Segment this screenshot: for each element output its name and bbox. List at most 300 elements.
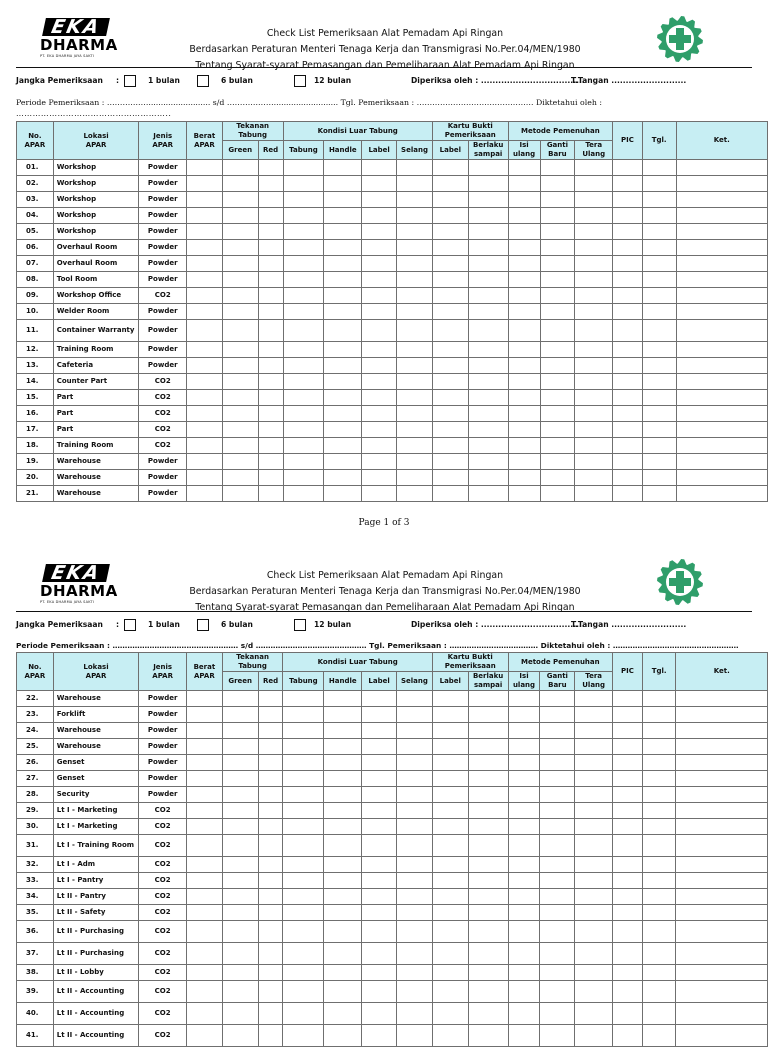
cell-input[interactable] — [397, 358, 433, 374]
cell-input[interactable] — [222, 422, 258, 438]
cell-input[interactable] — [642, 857, 676, 873]
cell-input[interactable] — [396, 1003, 432, 1025]
cell-input[interactable] — [575, 160, 613, 176]
cell-input[interactable] — [258, 208, 283, 224]
cell-input[interactable] — [432, 192, 468, 208]
cell-input[interactable] — [258, 755, 283, 771]
cell-input[interactable] — [468, 921, 508, 943]
cell-input[interactable] — [508, 160, 540, 176]
cell-input[interactable] — [283, 803, 324, 819]
cell-input[interactable] — [432, 176, 468, 192]
cell-input[interactable] — [540, 905, 575, 921]
cell-input[interactable] — [397, 288, 433, 304]
cell-input[interactable] — [613, 192, 643, 208]
cell-input[interactable] — [186, 1025, 222, 1047]
cell-input[interactable] — [575, 422, 613, 438]
cell-input[interactable] — [676, 921, 768, 943]
cell-input[interactable] — [540, 889, 575, 905]
cell-input[interactable] — [222, 857, 258, 873]
cell-input[interactable] — [324, 771, 362, 787]
cell-input[interactable] — [187, 358, 223, 374]
cell-input[interactable] — [258, 342, 283, 358]
cell-input[interactable] — [362, 921, 397, 943]
cell-input[interactable] — [186, 787, 222, 803]
cell-input[interactable] — [324, 224, 362, 240]
cell-input[interactable] — [676, 787, 768, 803]
cell-input[interactable] — [362, 342, 397, 358]
cell-input[interactable] — [397, 374, 433, 390]
cell-input[interactable] — [468, 1025, 508, 1047]
cell-input[interactable] — [187, 486, 223, 502]
cell-input[interactable] — [362, 981, 397, 1003]
cell-input[interactable] — [613, 422, 643, 438]
cell-input[interactable] — [613, 406, 643, 422]
cell-input[interactable] — [258, 256, 283, 272]
cell-input[interactable] — [283, 208, 324, 224]
cell-input[interactable] — [222, 803, 258, 819]
cell-input[interactable] — [676, 288, 768, 304]
cell-input[interactable] — [362, 192, 397, 208]
cell-input[interactable] — [324, 422, 362, 438]
cell-input[interactable] — [468, 803, 508, 819]
cell-input[interactable] — [642, 208, 676, 224]
cell-input[interactable] — [362, 889, 397, 905]
cell-input[interactable] — [468, 224, 508, 240]
cell-input[interactable] — [362, 755, 397, 771]
cell-input[interactable] — [613, 921, 643, 943]
cell-input[interactable] — [396, 819, 432, 835]
cell-input[interactable] — [258, 691, 283, 707]
cell-input[interactable] — [222, 905, 258, 921]
cell-input[interactable] — [222, 739, 258, 755]
cell-input[interactable] — [432, 921, 468, 943]
cell-input[interactable] — [362, 240, 397, 256]
cell-input[interactable] — [258, 787, 283, 803]
cell-input[interactable] — [222, 707, 258, 723]
cell-input[interactable] — [540, 406, 575, 422]
cell-input[interactable] — [642, 723, 676, 739]
cell-input[interactable] — [324, 390, 362, 406]
cell-input[interactable] — [613, 374, 643, 390]
cell-input[interactable] — [396, 981, 432, 1003]
cell-input[interactable] — [362, 304, 397, 320]
cell-input[interactable] — [468, 771, 508, 787]
cell-input[interactable] — [222, 342, 258, 358]
cell-input[interactable] — [187, 224, 223, 240]
cell-input[interactable] — [642, 835, 676, 857]
interval-12-checkbox[interactable] — [294, 75, 306, 87]
interval-1-checkbox[interactable] — [124, 75, 136, 87]
cell-input[interactable] — [642, 819, 676, 835]
cell-input[interactable] — [575, 304, 613, 320]
cell-input[interactable] — [642, 691, 676, 707]
cell-input[interactable] — [397, 208, 433, 224]
cell-input[interactable] — [432, 240, 468, 256]
cell-input[interactable] — [575, 374, 613, 390]
cell-input[interactable] — [258, 240, 283, 256]
cell-input[interactable] — [283, 771, 324, 787]
cell-input[interactable] — [283, 342, 324, 358]
cell-input[interactable] — [258, 1025, 283, 1047]
cell-input[interactable] — [324, 835, 362, 857]
cell-input[interactable] — [222, 691, 258, 707]
cell-input[interactable] — [468, 835, 508, 857]
cell-input[interactable] — [432, 320, 468, 342]
cell-input[interactable] — [432, 256, 468, 272]
cell-input[interactable] — [468, 342, 508, 358]
cell-input[interactable] — [575, 272, 613, 288]
cell-input[interactable] — [283, 304, 324, 320]
cell-input[interactable] — [362, 390, 397, 406]
cell-input[interactable] — [324, 707, 362, 723]
cell-input[interactable] — [362, 965, 397, 981]
cell-input[interactable] — [186, 873, 222, 889]
cell-input[interactable] — [258, 889, 283, 905]
cell-input[interactable] — [468, 1003, 508, 1025]
cell-input[interactable] — [397, 470, 433, 486]
cell-input[interactable] — [642, 755, 676, 771]
cell-input[interactable] — [642, 224, 676, 240]
cell-input[interactable] — [613, 965, 643, 981]
cell-input[interactable] — [432, 771, 468, 787]
cell-input[interactable] — [186, 857, 222, 873]
cell-input[interactable] — [468, 454, 508, 470]
cell-input[interactable] — [575, 857, 613, 873]
cell-input[interactable] — [222, 208, 258, 224]
cell-input[interactable] — [397, 192, 433, 208]
cell-input[interactable] — [676, 406, 768, 422]
cell-input[interactable] — [396, 691, 432, 707]
cell-input[interactable] — [575, 342, 613, 358]
cell-input[interactable] — [397, 342, 433, 358]
cell-input[interactable] — [642, 304, 676, 320]
cell-input[interactable] — [575, 288, 613, 304]
cell-input[interactable] — [222, 192, 258, 208]
cell-input[interactable] — [540, 873, 575, 889]
cell-input[interactable] — [396, 835, 432, 857]
cell-input[interactable] — [362, 1003, 397, 1025]
cell-input[interactable] — [642, 374, 676, 390]
cell-input[interactable] — [432, 486, 468, 502]
cell-input[interactable] — [676, 320, 768, 342]
cell-input[interactable] — [676, 160, 768, 176]
cell-input[interactable] — [575, 889, 613, 905]
cell-input[interactable] — [613, 288, 643, 304]
cell-input[interactable] — [508, 1025, 540, 1047]
cell-input[interactable] — [186, 707, 222, 723]
cell-input[interactable] — [468, 739, 508, 755]
cell-input[interactable] — [283, 192, 324, 208]
interval-6-checkbox[interactable] — [197, 619, 209, 631]
cell-input[interactable] — [258, 272, 283, 288]
cell-input[interactable] — [222, 374, 258, 390]
cell-input[interactable] — [642, 470, 676, 486]
cell-input[interactable] — [642, 358, 676, 374]
cell-input[interactable] — [222, 358, 258, 374]
cell-input[interactable] — [676, 176, 768, 192]
cell-input[interactable] — [432, 224, 468, 240]
cell-input[interactable] — [642, 342, 676, 358]
cell-input[interactable] — [283, 406, 324, 422]
cell-input[interactable] — [540, 390, 575, 406]
cell-input[interactable] — [186, 723, 222, 739]
cell-input[interactable] — [324, 873, 362, 889]
cell-input[interactable] — [676, 272, 768, 288]
cell-input[interactable] — [575, 819, 613, 835]
cell-input[interactable] — [613, 873, 643, 889]
cell-input[interactable] — [468, 905, 508, 921]
cell-input[interactable] — [575, 240, 613, 256]
cell-input[interactable] — [362, 873, 397, 889]
cell-input[interactable] — [508, 486, 540, 502]
cell-input[interactable] — [575, 320, 613, 342]
cell-input[interactable] — [396, 921, 432, 943]
cell-input[interactable] — [397, 486, 433, 502]
cell-input[interactable] — [468, 240, 508, 256]
cell-input[interactable] — [575, 176, 613, 192]
cell-input[interactable] — [283, 739, 324, 755]
cell-input[interactable] — [397, 224, 433, 240]
cell-input[interactable] — [258, 835, 283, 857]
cell-input[interactable] — [186, 755, 222, 771]
cell-input[interactable] — [508, 691, 540, 707]
cell-input[interactable] — [540, 835, 575, 857]
cell-input[interactable] — [613, 739, 643, 755]
cell-input[interactable] — [575, 1025, 613, 1047]
cell-input[interactable] — [397, 390, 433, 406]
cell-input[interactable] — [540, 787, 575, 803]
cell-input[interactable] — [676, 723, 768, 739]
cell-input[interactable] — [508, 819, 540, 835]
cell-input[interactable] — [642, 873, 676, 889]
cell-input[interactable] — [222, 943, 258, 965]
cell-input[interactable] — [222, 1003, 258, 1025]
cell-input[interactable] — [324, 342, 362, 358]
cell-input[interactable] — [432, 358, 468, 374]
cell-input[interactable] — [613, 470, 643, 486]
cell-input[interactable] — [258, 873, 283, 889]
cell-input[interactable] — [362, 470, 397, 486]
cell-input[interactable] — [468, 889, 508, 905]
cell-input[interactable] — [324, 755, 362, 771]
cell-input[interactable] — [575, 873, 613, 889]
cell-input[interactable] — [508, 981, 540, 1003]
cell-input[interactable] — [575, 835, 613, 857]
cell-input[interactable] — [642, 905, 676, 921]
cell-input[interactable] — [186, 819, 222, 835]
cell-input[interactable] — [283, 755, 324, 771]
cell-input[interactable] — [642, 486, 676, 502]
cell-input[interactable] — [258, 857, 283, 873]
cell-input[interactable] — [258, 288, 283, 304]
cell-input[interactable] — [186, 835, 222, 857]
cell-input[interactable] — [397, 240, 433, 256]
cell-input[interactable] — [540, 723, 575, 739]
cell-input[interactable] — [540, 320, 575, 342]
cell-input[interactable] — [362, 691, 397, 707]
cell-input[interactable] — [508, 208, 540, 224]
cell-input[interactable] — [676, 889, 768, 905]
cell-input[interactable] — [258, 176, 283, 192]
cell-input[interactable] — [222, 240, 258, 256]
cell-input[interactable] — [508, 943, 540, 965]
cell-input[interactable] — [642, 176, 676, 192]
cell-input[interactable] — [187, 320, 223, 342]
cell-input[interactable] — [283, 358, 324, 374]
cell-input[interactable] — [540, 256, 575, 272]
cell-input[interactable] — [676, 358, 768, 374]
cell-input[interactable] — [222, 1025, 258, 1047]
cell-input[interactable] — [468, 192, 508, 208]
cell-input[interactable] — [575, 192, 613, 208]
cell-input[interactable] — [540, 755, 575, 771]
interval-12-checkbox[interactable] — [294, 619, 306, 631]
cell-input[interactable] — [508, 739, 540, 755]
cell-input[interactable] — [613, 342, 643, 358]
cell-input[interactable] — [468, 320, 508, 342]
cell-input[interactable] — [324, 889, 362, 905]
cell-input[interactable] — [432, 803, 468, 819]
cell-input[interactable] — [468, 358, 508, 374]
cell-input[interactable] — [283, 160, 324, 176]
cell-input[interactable] — [642, 739, 676, 755]
cell-input[interactable] — [508, 176, 540, 192]
cell-input[interactable] — [186, 981, 222, 1003]
cell-input[interactable] — [283, 470, 324, 486]
cell-input[interactable] — [468, 943, 508, 965]
cell-input[interactable] — [397, 422, 433, 438]
cell-input[interactable] — [432, 905, 468, 921]
cell-input[interactable] — [575, 803, 613, 819]
cell-input[interactable] — [676, 707, 768, 723]
cell-input[interactable] — [396, 889, 432, 905]
cell-input[interactable] — [258, 1003, 283, 1025]
cell-input[interactable] — [396, 755, 432, 771]
cell-input[interactable] — [540, 1025, 575, 1047]
cell-input[interactable] — [676, 1003, 768, 1025]
cell-input[interactable] — [468, 486, 508, 502]
cell-input[interactable] — [575, 390, 613, 406]
cell-input[interactable] — [324, 905, 362, 921]
cell-input[interactable] — [676, 454, 768, 470]
cell-input[interactable] — [468, 422, 508, 438]
cell-input[interactable] — [432, 208, 468, 224]
cell-input[interactable] — [258, 943, 283, 965]
cell-input[interactable] — [283, 224, 324, 240]
cell-input[interactable] — [283, 889, 324, 905]
cell-input[interactable] — [508, 304, 540, 320]
cell-input[interactable] — [508, 358, 540, 374]
cell-input[interactable] — [324, 374, 362, 390]
cell-input[interactable] — [540, 857, 575, 873]
cell-input[interactable] — [324, 272, 362, 288]
cell-input[interactable] — [324, 1003, 362, 1025]
cell-input[interactable] — [508, 835, 540, 857]
cell-input[interactable] — [613, 1025, 643, 1047]
cell-input[interactable] — [575, 208, 613, 224]
cell-input[interactable] — [222, 454, 258, 470]
cell-input[interactable] — [186, 943, 222, 965]
cell-input[interactable] — [324, 691, 362, 707]
cell-input[interactable] — [540, 691, 575, 707]
cell-input[interactable] — [324, 192, 362, 208]
cell-input[interactable] — [676, 771, 768, 787]
cell-input[interactable] — [324, 803, 362, 819]
cell-input[interactable] — [258, 224, 283, 240]
cell-input[interactable] — [396, 787, 432, 803]
cell-input[interactable] — [362, 803, 397, 819]
cell-input[interactable] — [642, 438, 676, 454]
cell-input[interactable] — [222, 787, 258, 803]
cell-input[interactable] — [540, 160, 575, 176]
cell-input[interactable] — [468, 160, 508, 176]
cell-input[interactable] — [283, 374, 324, 390]
cell-input[interactable] — [432, 981, 468, 1003]
cell-input[interactable] — [324, 819, 362, 835]
cell-input[interactable] — [575, 755, 613, 771]
cell-input[interactable] — [324, 256, 362, 272]
cell-input[interactable] — [362, 160, 397, 176]
inspected-by-field[interactable]: Diperiksa oleh : .................................... — [411, 620, 585, 629]
cell-input[interactable] — [432, 390, 468, 406]
cell-input[interactable] — [432, 406, 468, 422]
cell-input[interactable] — [613, 835, 643, 857]
cell-input[interactable] — [187, 160, 223, 176]
cell-input[interactable] — [258, 965, 283, 981]
cell-input[interactable] — [186, 905, 222, 921]
cell-input[interactable] — [468, 288, 508, 304]
cell-input[interactable] — [613, 304, 643, 320]
cell-input[interactable] — [575, 965, 613, 981]
cell-input[interactable] — [397, 176, 433, 192]
cell-input[interactable] — [396, 873, 432, 889]
cell-input[interactable] — [676, 422, 768, 438]
cell-input[interactable] — [324, 739, 362, 755]
cell-input[interactable] — [540, 438, 575, 454]
cell-input[interactable] — [283, 288, 324, 304]
cell-input[interactable] — [362, 406, 397, 422]
cell-input[interactable] — [283, 707, 324, 723]
cell-input[interactable] — [396, 803, 432, 819]
cell-input[interactable] — [397, 406, 433, 422]
cell-input[interactable] — [540, 176, 575, 192]
cell-input[interactable] — [642, 1003, 676, 1025]
cell-input[interactable] — [508, 755, 540, 771]
cell-input[interactable] — [186, 1003, 222, 1025]
cell-input[interactable] — [258, 406, 283, 422]
cell-input[interactable] — [324, 304, 362, 320]
cell-input[interactable] — [676, 208, 768, 224]
cell-input[interactable] — [432, 857, 468, 873]
cell-input[interactable] — [468, 965, 508, 981]
cell-input[interactable] — [222, 921, 258, 943]
cell-input[interactable] — [362, 707, 397, 723]
cell-input[interactable] — [396, 707, 432, 723]
cell-input[interactable] — [508, 905, 540, 921]
cell-input[interactable] — [258, 438, 283, 454]
cell-input[interactable] — [432, 943, 468, 965]
cell-input[interactable] — [283, 256, 324, 272]
cell-input[interactable] — [613, 454, 643, 470]
cell-input[interactable] — [432, 374, 468, 390]
cell-input[interactable] — [396, 965, 432, 981]
cell-input[interactable] — [468, 873, 508, 889]
cell-input[interactable] — [324, 406, 362, 422]
cell-input[interactable] — [187, 272, 223, 288]
cell-input[interactable] — [575, 454, 613, 470]
cell-input[interactable] — [676, 981, 768, 1003]
cell-input[interactable] — [613, 723, 643, 739]
